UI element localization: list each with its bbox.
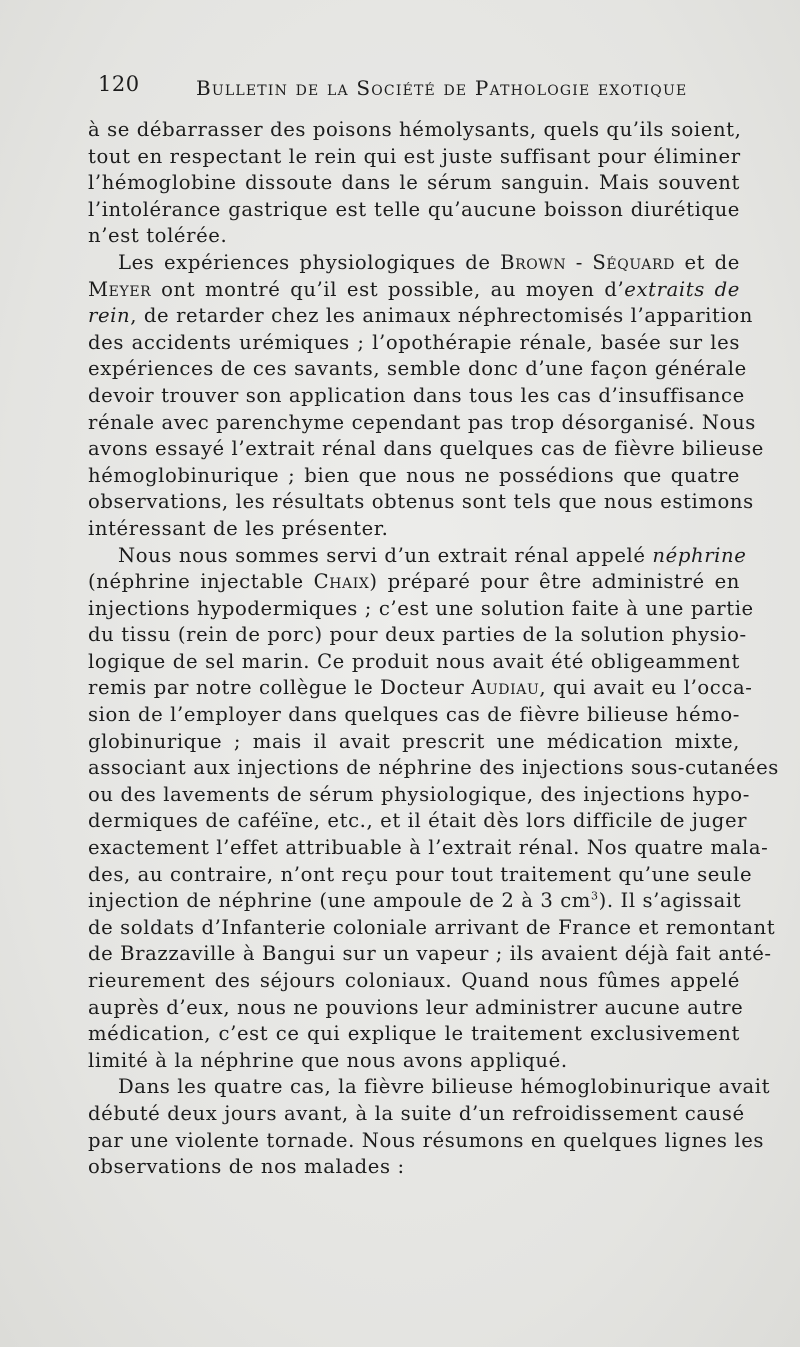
text-line (88, 1074, 771, 1101)
text-line (88, 782, 750, 809)
text-run: injection de néphrine (une ampoule de 2 à 3 cm (88, 889, 591, 913)
text-line (88, 1048, 740, 1075)
text-run: observations, les résultats obtenus sont tels que nous estimons (88, 490, 754, 514)
text-line (88, 835, 769, 862)
italic-term: néphrine (652, 543, 747, 567)
text-run: ou des lavements de sérum physiologique, des injections hypo- (88, 782, 750, 806)
text-run: ) préparé pour être administré en (369, 570, 740, 594)
text-line (88, 117, 740, 144)
text-run: l’hémoglobine dissoute dans le sérum sanguin. Mais souvent (88, 171, 740, 195)
text-run: Nous nous sommes servi d’un extrait rénal appelé (118, 543, 653, 567)
page-number: 120 (98, 72, 140, 96)
text-line (88, 941, 772, 968)
small-caps-name: Brown - Séquard (500, 250, 675, 274)
text-run: , de retarder chez les animaux néphrectomisés l’apparition (130, 304, 753, 328)
text-run: l’intolérance gastrique est telle qu’aucune boisson diurétique (88, 197, 740, 221)
text-run: exactement l’effet attribuable à l’extrait rénal. Nos quatre mala- (88, 836, 769, 860)
text-line (88, 995, 744, 1022)
text-line (88, 729, 740, 756)
text-line (88, 516, 740, 543)
text-line (88, 675, 753, 702)
text-run: logique de sel marin. Ce produit nous avait été obligeamment (88, 649, 740, 673)
text-line (88, 277, 740, 304)
small-caps-name: Chaix (313, 570, 370, 594)
text-run: expériences de ces savants, semble donc d’une façon générale (88, 357, 747, 381)
italic-term: rein (88, 304, 131, 328)
text-run: rieurement des séjours coloniaux. Quand nous fûmes appelé (88, 969, 740, 992)
text-line (88, 330, 740, 357)
text-line (88, 862, 753, 889)
text-run: ont montré qu’il est possible, au moyen d’ (151, 277, 625, 301)
text-line (88, 170, 740, 197)
text-run: associant aux injections de néphrine des injections sous-cutanées (88, 756, 779, 780)
text-run: auprès d’eux, nous ne pouvions leur administrer aucune autre (88, 995, 744, 1019)
superscript: 3 (590, 889, 599, 903)
text-run: par une violente tornade. Nous résumons en quelques lignes les (88, 1128, 765, 1152)
running-title: Bulletin de la Société de Pathologie exotique (196, 76, 688, 100)
text-line (88, 356, 747, 383)
text-run: avons essayé l’extrait rénal dans quelques cas de fièvre bilieuse (88, 437, 764, 461)
text-run: n’est tolérée. (88, 224, 228, 248)
text-run: des, au contraire, n’ont reçu pour tout traitement qu’une seule (88, 862, 753, 886)
text-line (88, 1021, 740, 1048)
text-line (88, 197, 740, 224)
text-line (88, 596, 754, 623)
text-run: médication, c’est ce qui explique le traitement exclusivement (88, 1022, 740, 1046)
text-run: sion de l’employer dans quelques cas de fièvre bilieuse hémo- (88, 703, 740, 727)
small-caps-name: Meyer (88, 277, 152, 301)
text-run: , qui avait eu l’occa- (539, 676, 753, 700)
text-line (88, 622, 747, 649)
text-run: injections hypodermiques ; c’est une solution faite à une partie (88, 596, 754, 620)
text-run: dermiques de caféïne, etc., et il était dès lors difficile de juger (88, 809, 748, 833)
text-line (88, 968, 740, 995)
text-run: hémoglobinurique ; bien que nous ne possédions que quatre (88, 463, 740, 487)
text-run: Les expériences physiologiques de (118, 250, 501, 274)
text-run: devoir trouver son application dans tous les cas d’insuffisance (88, 383, 745, 407)
text-run: intéressant de les présenter. (88, 516, 389, 540)
text-line (88, 250, 740, 277)
text-line (88, 543, 747, 570)
text-run: limité à la néphrine que nous avons appliqué. (88, 1048, 568, 1072)
text-line (88, 649, 740, 676)
text-line (88, 303, 753, 330)
text-line (88, 1101, 745, 1128)
text-run: ). Il s’agissait (598, 889, 742, 913)
text-run: à se débarrasser des poisons hémolysants, quels qu’ils soient, (88, 118, 742, 141)
text-line (88, 489, 754, 516)
text-line (88, 808, 748, 835)
text-run: et de (674, 250, 741, 274)
text-line (88, 888, 740, 915)
text-line (88, 223, 740, 250)
italic-term: extraits de (624, 277, 740, 301)
text-line (88, 410, 756, 437)
text-run: des accidents urémiques ; l’opothérapie rénale, basée sur les (88, 330, 740, 354)
text-run: de soldats d’Infanterie coloniale arrivant de France et remontant (88, 915, 776, 939)
text-line (88, 383, 745, 410)
text-line (88, 569, 740, 596)
text-line (88, 755, 779, 782)
text-line (88, 436, 764, 463)
text-run: débuté deux jours avant, à la suite d’un refroidissement causé (88, 1101, 745, 1125)
body-text (88, 117, 779, 1181)
small-caps-name: Audiau (471, 676, 540, 700)
text-line (88, 915, 776, 942)
text-run: observations de nos malades : (88, 1155, 405, 1179)
text-run: rénale avec parenchyme cependant pas trop désorganisé. Nous (88, 410, 756, 434)
text-run: remis par notre collègue le Docteur (88, 676, 472, 700)
text-line (88, 1154, 740, 1181)
text-run: globinurique ; mais il avait prescrit une médication mixte, (88, 729, 740, 753)
text-line (88, 144, 740, 171)
text-run: Dans les quatre cas, la fièvre bilieuse hémoglobinurique avait (118, 1075, 771, 1099)
text-line (88, 1128, 765, 1155)
text-line (88, 702, 740, 729)
text-line (88, 463, 740, 490)
text-run: du tissu (rein de porc) pour deux parties de la solution physio- (88, 623, 747, 647)
text-run: tout en respectant le rein qui est juste suffisant pour éliminer (88, 144, 741, 168)
text-run: de Brazzaville à Bangui sur un vapeur ; ils avaient déjà fait anté- (88, 942, 772, 966)
text-run: (néphrine injectable (88, 570, 314, 594)
